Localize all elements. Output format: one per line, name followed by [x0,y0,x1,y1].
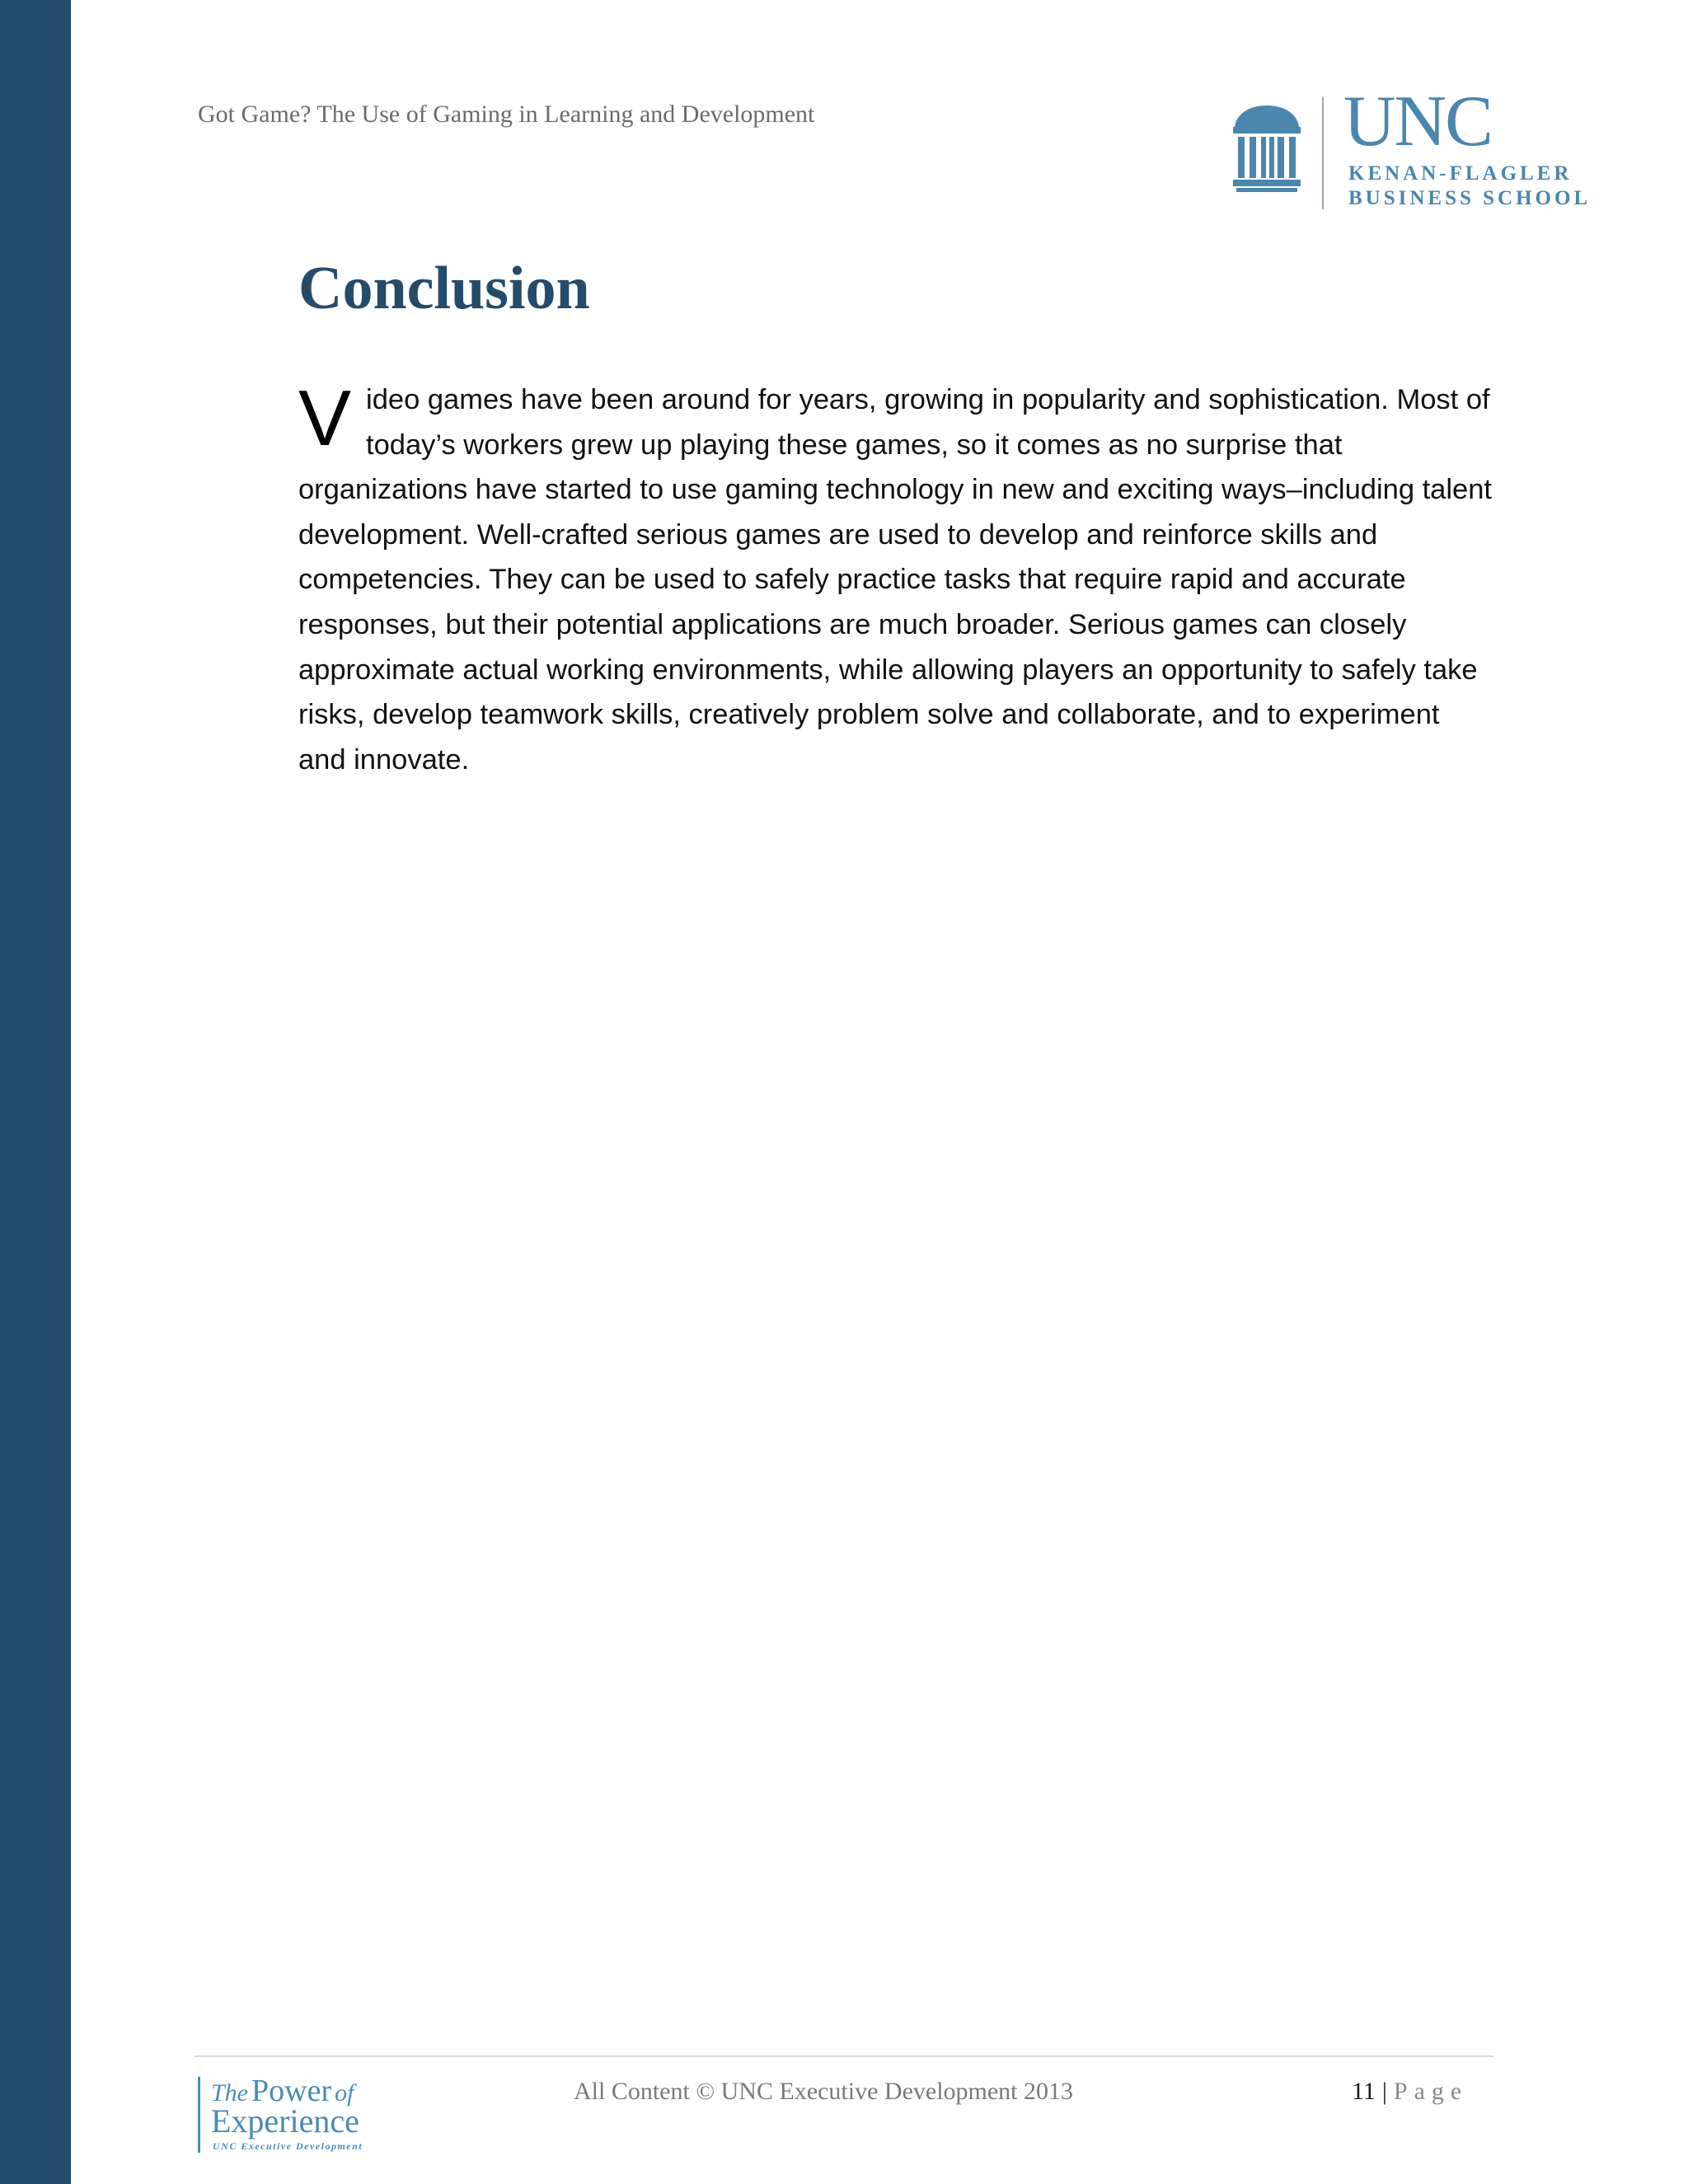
logo-divider [1322,97,1324,209]
side-bar [0,0,71,2184]
footer-logo-experience: Experience [211,2102,359,2139]
paragraph-text: ideo games have been around for years, growing in popularity and sophistication. Most of today’s workers grew up playing these games, so it comes as no surprise that organizations have started to use gaming technology in new and exciting ways–including talent development. Well-crafted serious games are used to develop and reinforce skills and competencies. They can be used to safely practice tasks that require rapid and accurate responses, but their potential applications are much broader. Serious games can closely approximate actual working environments, while allowing players an opportunity to safely take risks, develop teamwork skills, creatively problem solve and collaborate, and to experiment and innovate. [298,384,1492,776]
footer-logo-tagline: UNC Executive Development [213,2140,363,2152]
footer-logo-bar [198,2077,200,2153]
footer-copyright: All Content © UNC Executive Development 2013 [574,2078,1074,2105]
page-number: 11 [1352,2078,1376,2105]
page-label: Page [1393,2078,1469,2105]
old-well-icon [1233,102,1301,193]
logo-line-business-school: BUSINESS SCHOOL [1348,187,1592,209]
logo-wordmark: UNC [1343,82,1492,162]
page-indicator [1352,2077,1468,2107]
page-separator: | [1381,2078,1387,2105]
page-title: Conclusion [298,255,590,322]
drop-cap: V [298,374,352,462]
footer-logo-line1: The Power of [211,2074,354,2108]
body-paragraph [298,374,1493,782]
logo-line-kenan-flagler: KENAN-FLAGLER [1348,162,1573,185]
running-header: Got Game? The Use of Gaming in Learning and Development [198,101,815,128]
footer-divider [195,2055,1493,2057]
power-of-experience-logo [198,2074,412,2154]
unc-kenan-flagler-logo [1233,82,1604,213]
